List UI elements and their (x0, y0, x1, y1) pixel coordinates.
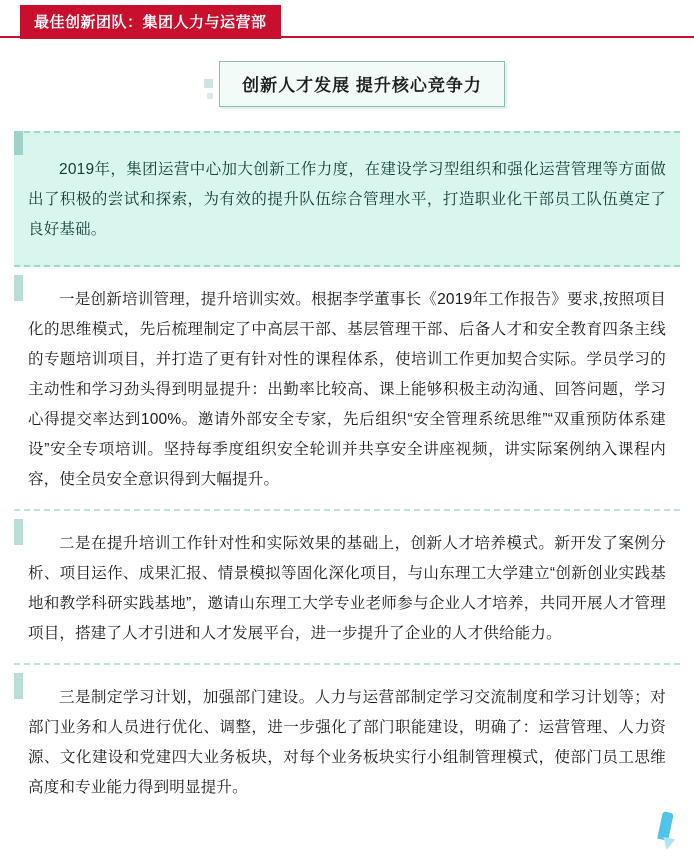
paragraph-marker (14, 673, 23, 699)
paragraph-text: 二是在提升培训工作针对性和实际效果的基础上，创新人才培养模式。新开发了案例分析、项目运作、成果汇报、情景模拟等固化深化项目，与山东理工大学建立“创新创业实践基地和教学科研实践基地”，邀请山东理工大学专业老师参与企业人才培养，共同开展人才管理项目，搭建了人才引进和人才发展平台，进一步提升了企业的人才供给能力。 (28, 535, 666, 642)
best-innovation-team-banner (20, 5, 281, 39)
paragraph-block-point-three (14, 673, 680, 817)
pen-tip (661, 837, 675, 851)
paragraph-marker (14, 131, 23, 155)
title-decor-dots (189, 79, 213, 99)
paragraph-block-point-one (14, 275, 680, 511)
page-title: 创新人才发展 提升核心竞争力 (219, 61, 505, 107)
title-section (0, 61, 694, 107)
article-body (14, 131, 680, 817)
paragraph-marker (14, 275, 23, 301)
paragraph-text: 2019年，集团运营中心加大创新工作力度，在建设学习型组织和强化运营管理等方面做出了积极的尝试和探索，为有效的提升队伍综合管理水平，打造职业化干部员工队伍奠定了良好基础。 (28, 161, 666, 238)
paragraph-text: 三是制定学习计划，加强部门建设。人力与运营部制定学习交流制度和学习计划等；对部门业务和人员进行优化、调整，进一步强化了部门职能建设，明确了：运营管理、人力资源、文化建设和党建四大业务板块，对每个业务板块实行小组制管理模式，使部门员工思维高度和专业能力得到明显提升。 (28, 689, 666, 796)
paragraph-block-intro (14, 131, 680, 267)
decor-square-small (207, 93, 213, 99)
paragraph-marker (14, 519, 23, 545)
paragraph-text: 一是创新培训管理，提升培训实效。根据李学董事长《2019年工作报告》要求,按照项目化的思维模式，先后梳理制定了中高层干部、基层管理干部、后备人才和安全教育四条主线的专题培训项目，并打造了更有针对性的课程体系，使培训工作更加契合实际。学员学习的主动性和学习劲头得到明显提升：出勤率比较高、课上能够积极主动沟通、回答问题，学习心得提交率达到100%。邀请外部安全专家，先后组织“安全管理系统思维”“双重预防体系建设”安全专项培训。坚持每季度组织安全轮训并共享安全讲座视频，讲实际案例纳入课程内容，使全员安全意识得到大幅提升。 (28, 291, 666, 488)
decor-square-large (204, 79, 213, 88)
banner-label: 最佳创新团队：集团人力与运营部 (34, 14, 267, 31)
pen-icon (656, 812, 678, 852)
header-divider (0, 36, 694, 38)
paragraph-block-point-two (14, 519, 680, 665)
